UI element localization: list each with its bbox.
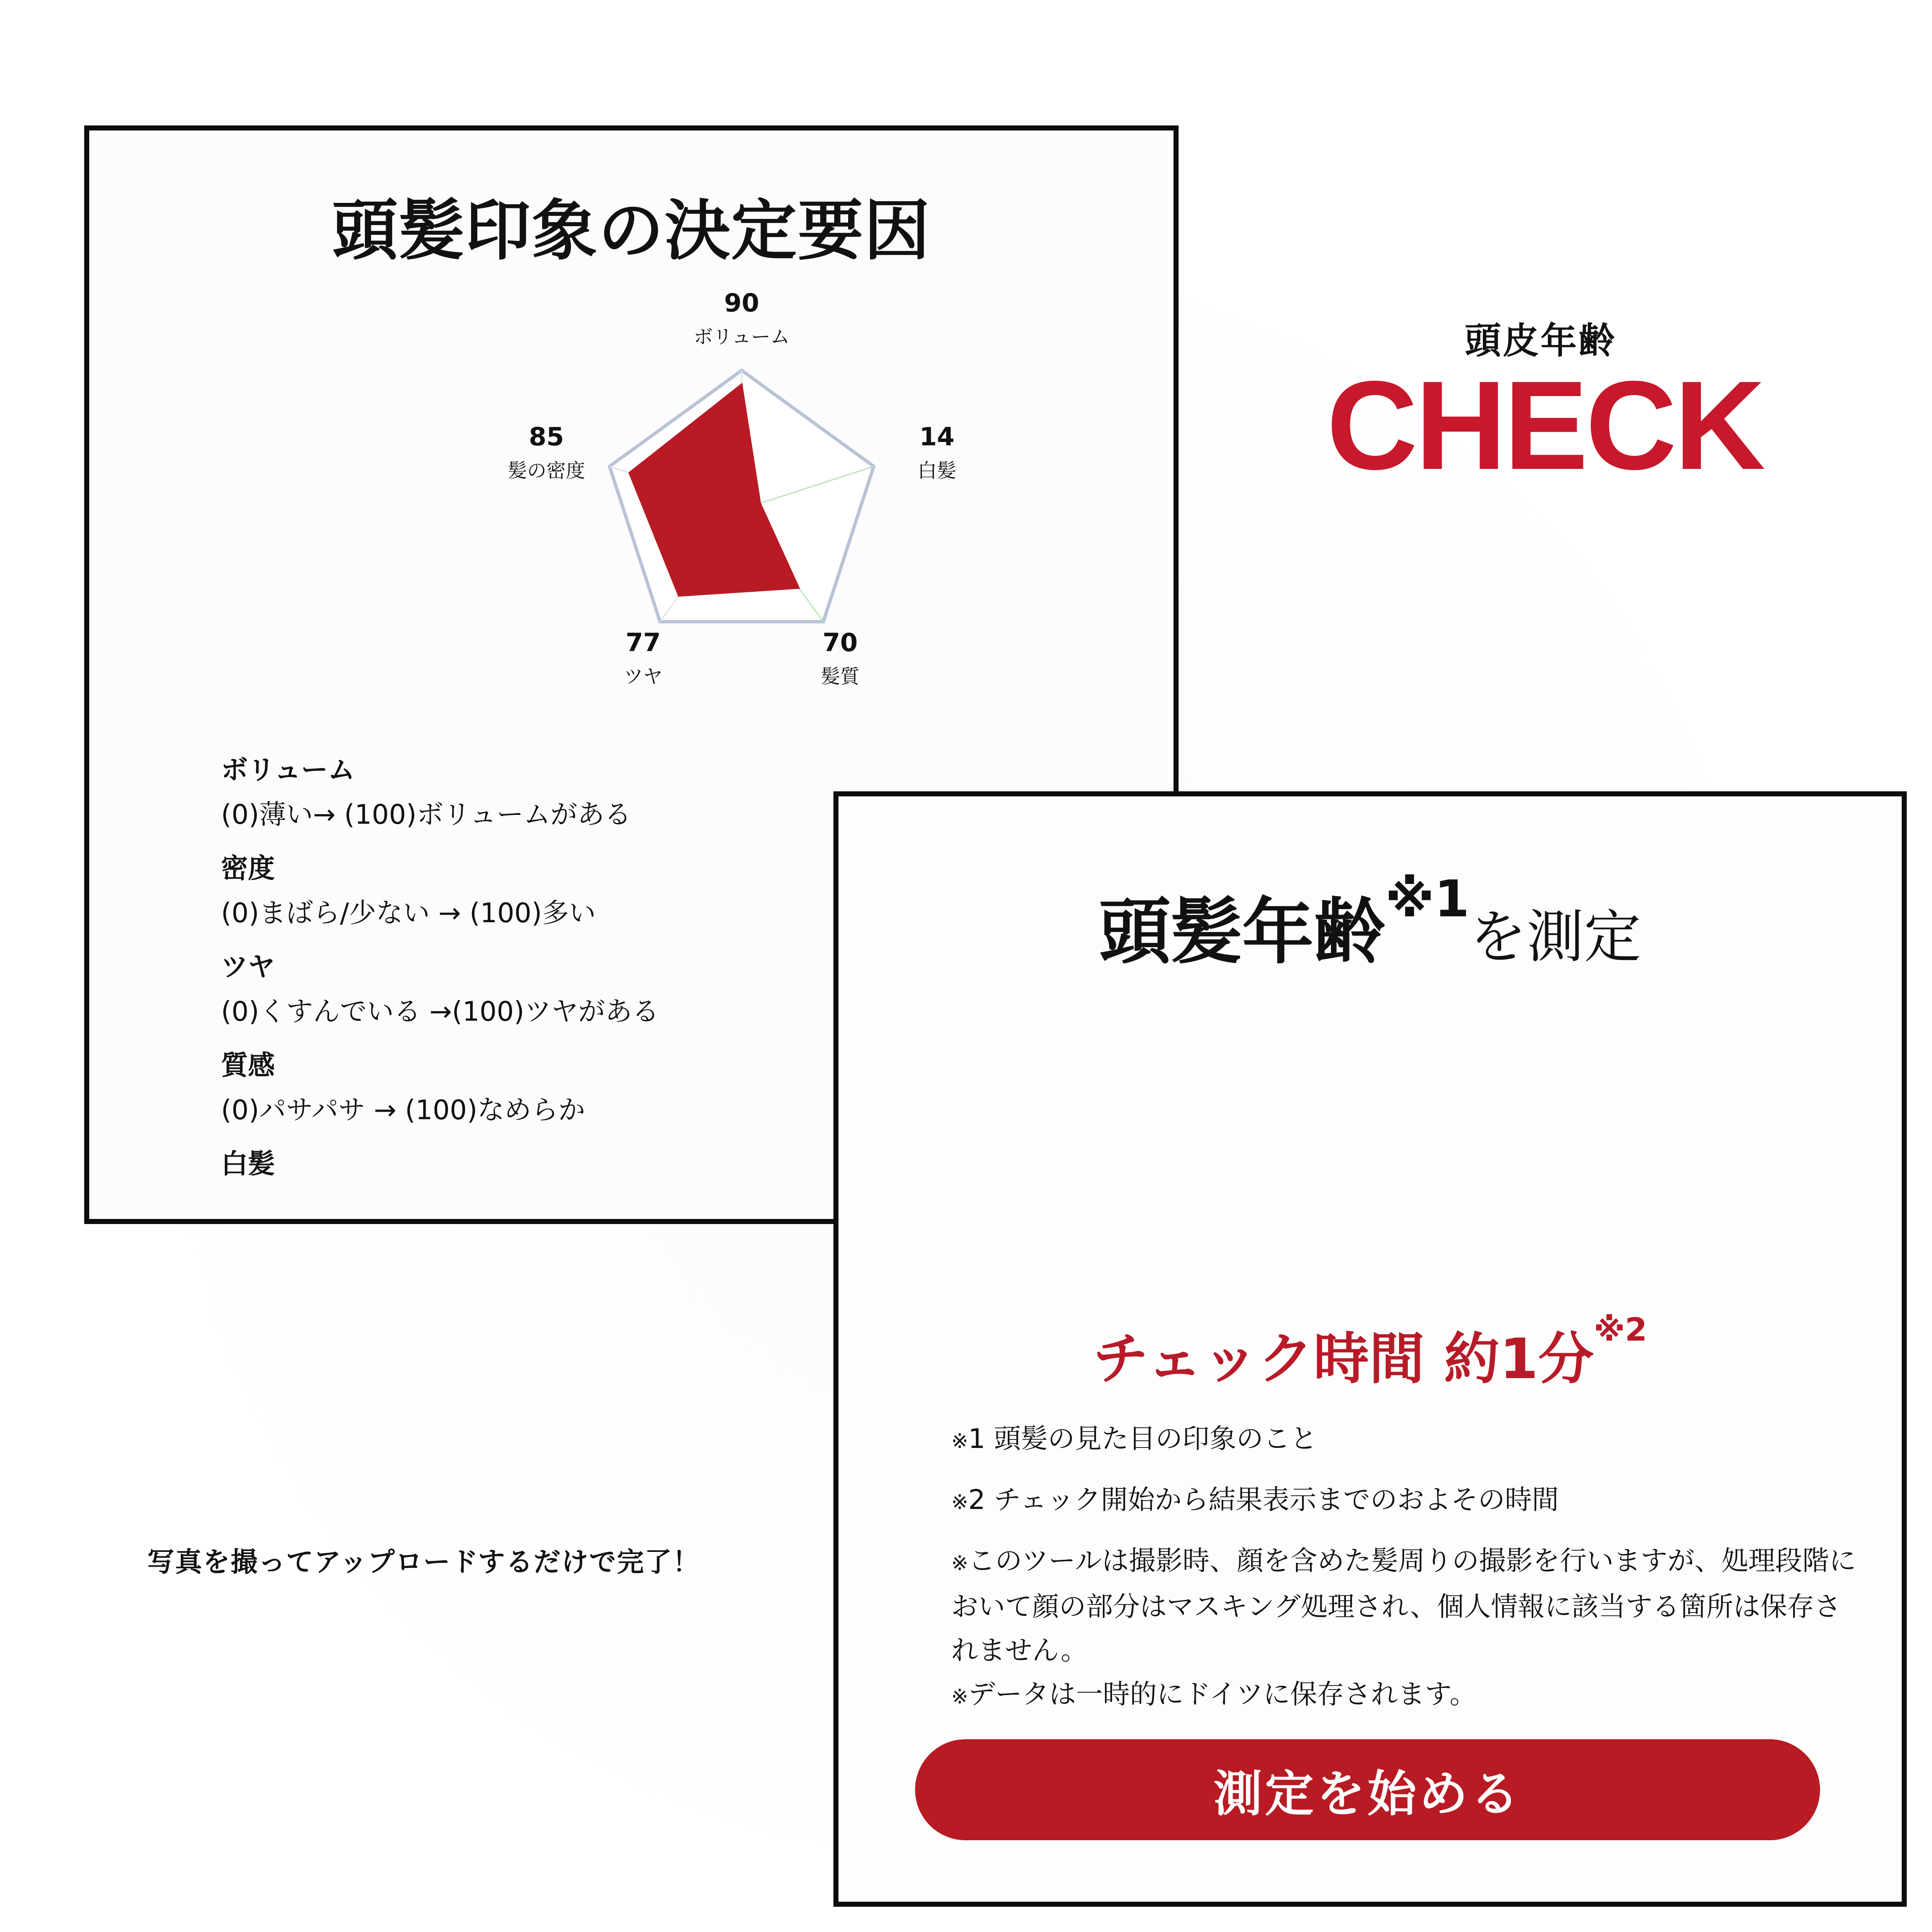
footnote-1 <box>951 1417 1856 1463</box>
note-text: データは一時的にドイツに保存されます。 <box>968 1679 1477 1710</box>
radar-axis-label: 髪の密度 <box>508 459 585 482</box>
radar-axis-label: 白髪 <box>917 459 956 482</box>
radar-value-label: 85 <box>529 422 564 452</box>
check-heading: CHECK <box>1326 354 1763 496</box>
hair-age-title <box>838 870 1902 977</box>
factor-desc: (0)薄い→ (100)ボリュームがある <box>221 799 631 830</box>
radar-axis-label: 髪質 <box>820 665 860 688</box>
radar-value-label: 14 <box>919 422 955 452</box>
note-mark: ※ <box>951 1429 969 1453</box>
check-time-label <box>838 1311 1902 1394</box>
title-footnote-mark: ※1 <box>1385 870 1470 929</box>
radar-value-label: 70 <box>822 628 858 657</box>
factor-name: 白髪 <box>221 1149 275 1180</box>
factor-name: 密度 <box>221 853 275 884</box>
start-measurement-button[interactable]: 測定を始める <box>915 1739 1820 1840</box>
title-main: 頭髪年齢 <box>1099 891 1385 974</box>
note-text: 1 頭髪の見た目の印象のこと <box>968 1424 1317 1455</box>
footnote-2 <box>951 1478 1856 1524</box>
note-mark: ※ <box>951 1551 969 1575</box>
hair-age-card <box>833 791 1907 1907</box>
radar-axis-label: ボリューム <box>693 325 790 348</box>
data-storage-note <box>951 1673 1856 1719</box>
radar-value-label: 90 <box>724 288 759 318</box>
factor-name: ツヤ <box>221 952 275 983</box>
privacy-note <box>951 1539 1856 1673</box>
factor-name: 質感 <box>221 1050 275 1081</box>
note-mark: ※ <box>951 1490 969 1514</box>
check-time-footnote-mark: ※2 <box>1594 1311 1647 1348</box>
note-text: 2 チェック開始から結果表示までのおよその時間 <box>968 1485 1559 1516</box>
factors-title: 頭髪印象の決定要因 <box>332 192 931 269</box>
scalp-age-subtitle: 頭皮年齢 <box>1465 320 1616 362</box>
title-tail: を測定 <box>1469 904 1642 971</box>
radar-value-label: 77 <box>625 628 661 657</box>
upload-caption: 写真を撮ってアップロードするだけで完了！ <box>147 1547 700 1578</box>
factor-desc: (0)パサパサ → (100)なめらか <box>221 1095 585 1126</box>
factor-name: ボリューム <box>221 755 355 786</box>
radar-chart <box>426 269 973 817</box>
check-time-text: チェック時間 約1分 <box>1093 1327 1594 1392</box>
radar-axis-label: ツヤ <box>624 665 663 688</box>
factor-desc: (0)まばら/少ない → (100)多い <box>221 898 596 929</box>
note-mark: ※ <box>951 1685 969 1708</box>
factor-desc: (0)くすんでいる →(100)ツヤがある <box>221 996 659 1027</box>
footnotes <box>951 1417 1856 1734</box>
note-text: このツールは撮影時、顔を含めた髪周りの撮影を行いますが、処理段階において顔の部分はマスキング処理され、個人情報に該当する箇所は保存されません。 <box>951 1546 1856 1666</box>
